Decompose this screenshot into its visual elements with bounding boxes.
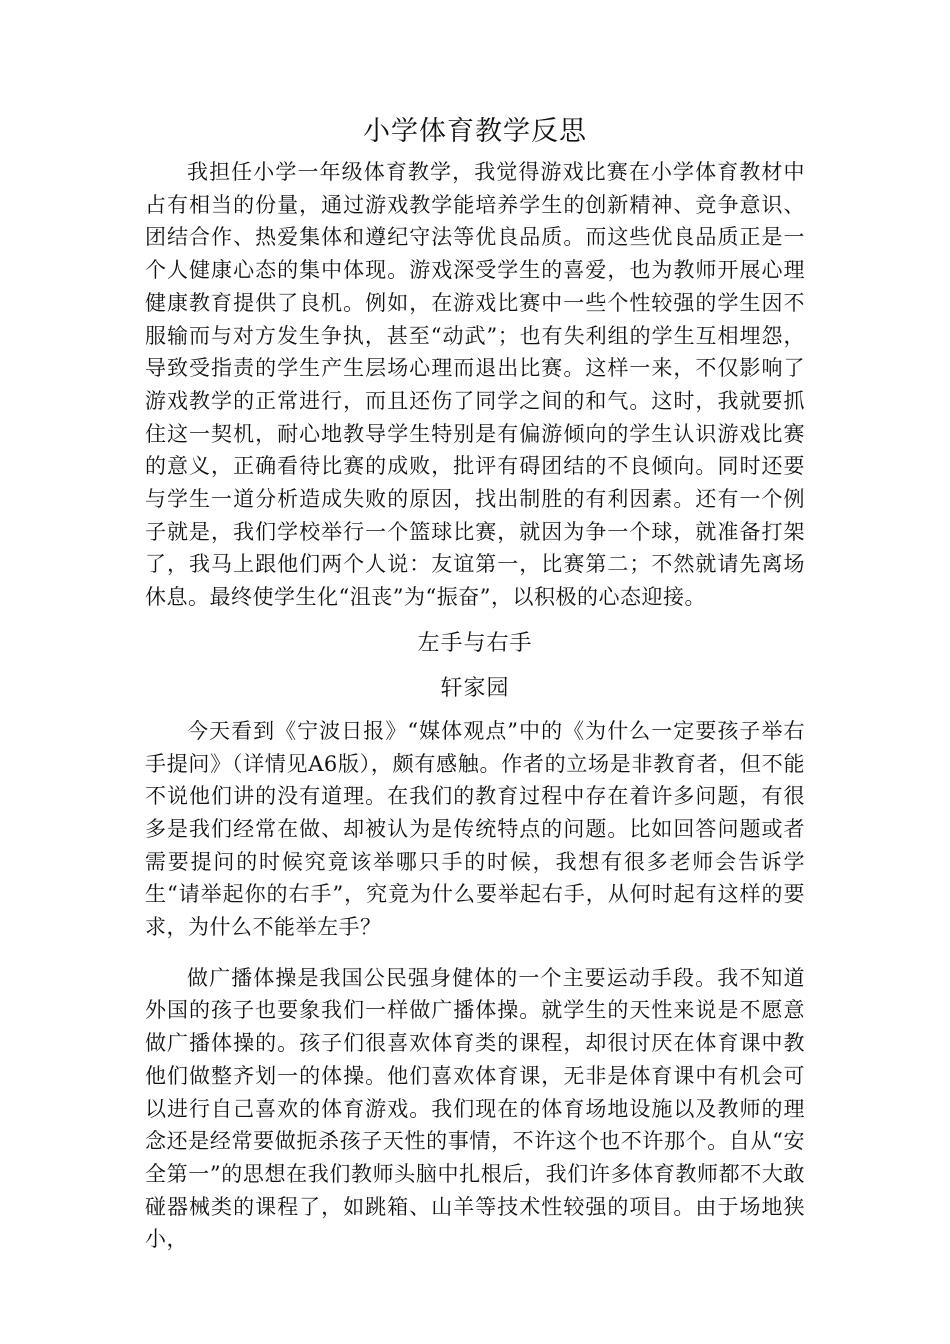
body-paragraph-3: 做广播体操是我国公民强身健体的一个主要运动手段。我不知道外国的孩子也要象我们一样做广播体操。就学生的天性来说是不愿意做广播体操的。孩子们很喜欢体育类的课程，却很讨厌在体育课中教他们做整齐划一的体操。他们喜欢体育课，无非是体育课中有机会可以进行自己喜欢的体育游戏。我们现在的体育场地设施以及教师的理念还是经常要做扼杀孩子天性的事情，不许这个也不许那个。自从“安全第一”的思想在我们教师头脑中扎根后，我们许多体育教师都不大敢碰器械类的课程了，如跳箱、山羊等技术性较强的项目。由于场地狭小，: [145, 965, 805, 1252]
document-page: [145, 108, 805, 1256]
body-paragraph-1: 我担任小学一年级体育教学，我觉得游戏比赛在小学体育教材中占有相当的份量，通过游戏教学能培养学生的创新精神、竞争意识、团结合作、热爱集体和遵纪守法等优良品质。而这些优良品质正是一个人健康心态的集中体现。游戏深受学生的喜爱，也为教师开展心理健康教育提供了良机。例如，在游戏比赛中一些个性较强的学生因不服输而与对方发生争执，甚至“动武”；也有失利组的学生互相埋怨，导致受指责的学生产生层场心理而退出比赛。这样一来，不仅影响了游戏教学的正常进行，而且还伤了同学之间的和气。这时，我就要抓住这一契机，耐心地教导学生特别是有偏游倾向的学生认识游戏比赛的意义，正确看待比赛的成败，批评有碍团结的不良倾向。同时还要与学生一道分析造成失败的原因，找出制胜的有利因素。还有一个例子就是，我们学校举行一个篮球比赛，就因为争一个球，就准备打架了，我马上跟他们两个人说：友谊第一，比赛第二；不然就请先离场休息。最终使学生化“沮丧”为“振奋”，以积极的心态迎接。: [145, 160, 805, 610]
document-title: 小学体育教学反思: [363, 116, 587, 147]
article-author: 轩家园: [440, 675, 510, 701]
article-subtitle: 左手与右手: [417, 630, 533, 656]
body-paragraph-2: 今天看到《宁波日报》“媒体观点”中的《为什么一定要孩子举右手提问》（详情见A6版），颇有感触。作者的立场是非教育者，但不能不说他们讲的没有道理。在我们的教育过程中存在着许多问题，有很多是我们经常在做、却被认为是传统特点的问题。比如回答问题或者需要提问的时候究竟该举哪只手的时候，我想有很多老师会告诉学生“请举起你的右手”，究竟为什么要举起右手，从何时起有这样的要求，为什么不能举左手？: [145, 718, 805, 940]
